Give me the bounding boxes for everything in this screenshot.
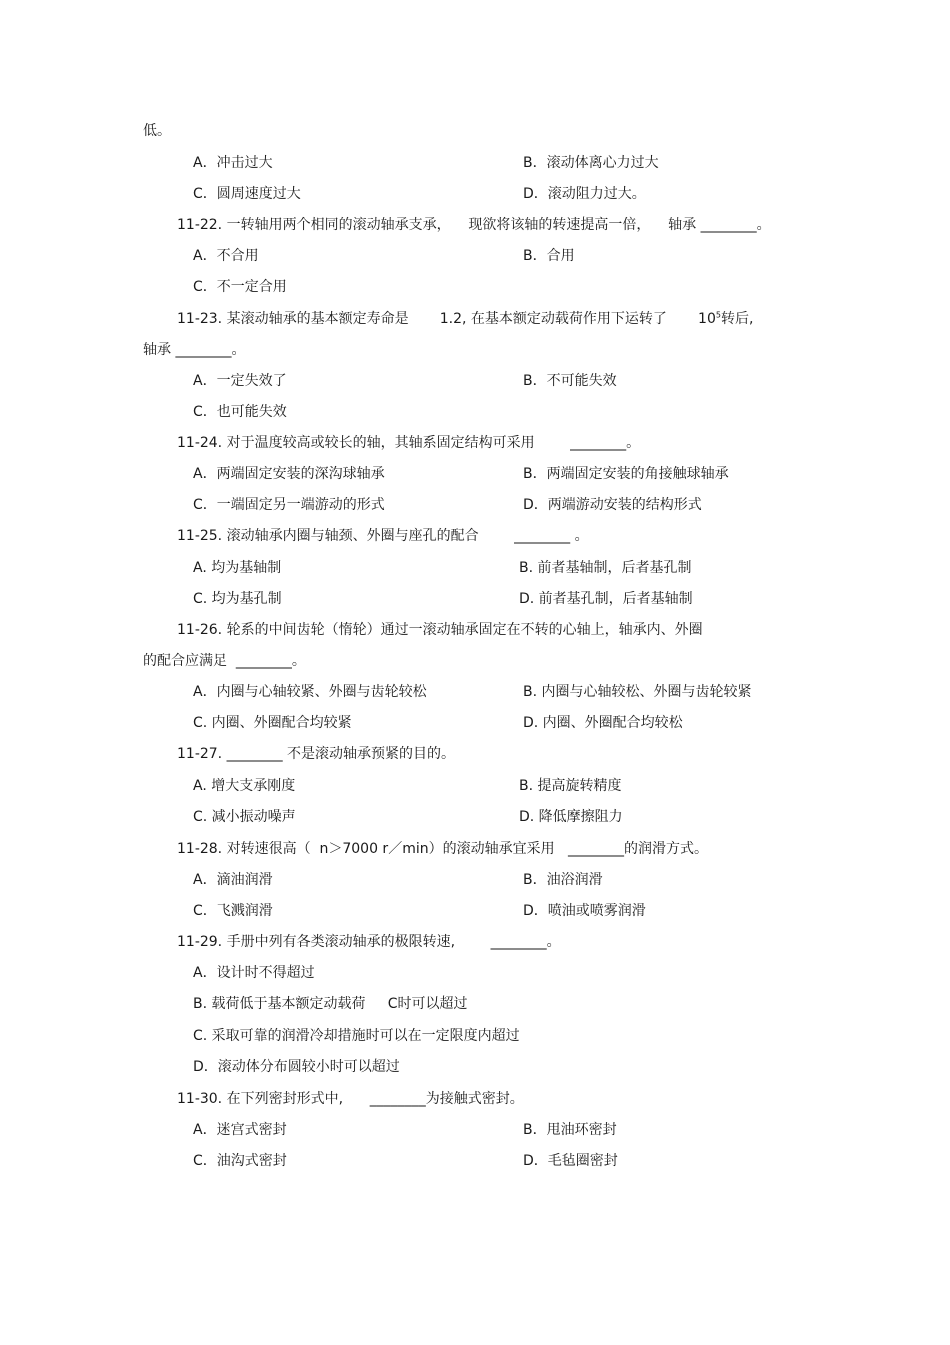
option-c: C．不一定合用 [193,279,287,295]
option-a: A．迷宫式密封 [193,1122,287,1138]
question-11-23 [177,310,753,328]
question-11-26: 11-26. 轮系的中间齿轮（惰轮）通过一滚动轴承固定在不转的心轴上，轴承内、外圈 [177,622,703,638]
option-a: A．内圈与心轴较紧、外圈与齿轮较松 [193,684,427,700]
option-a: A．一定失效了 [193,373,287,389]
option-b: B．不可能失效 [523,373,617,389]
option-c: C. 采取可靠的润滑冷却措施时可以在一定限度内超过 [193,1028,520,1044]
option-b: B. 内圈与心轴较松、外圈与齿轮较紧 [523,684,752,700]
option-a: A．两端固定安装的深沟球轴承 [193,466,385,482]
option-b: B. 前者基轴制，后者基孔制 [519,560,692,576]
option-d: D．滚动体分布圆较小时可以超过 [193,1059,400,1075]
option-d: D．两端游动安装的结构形式 [523,497,702,513]
option-c: C．也可能失效 [193,404,287,420]
option-d: D．毛毡圈密封 [523,1153,618,1169]
option-d: D. 前者基孔制，后者基轴制 [519,591,693,607]
question-11-23-cont: 轴承 ________。 [143,342,246,358]
option-d: D. 降低摩擦阻力 [519,809,623,825]
option-b: B. 提高旋转精度 [519,778,622,794]
question-11-29: 11-29. 手册中列有各类滚动轴承的极限转速, ________。 [177,934,561,950]
option-c: C. 均为基孔制 [193,591,282,607]
option-a: A．滴油润滑 [193,872,273,888]
option-d: D．滚动阻力过大。 [523,186,646,202]
option-a: A．设计时不得超过 [193,965,315,981]
option-c: C．飞溅润滑 [193,903,273,919]
option-b: B．合用 [523,248,575,264]
option-b: B．滚动体离心力过大 [523,155,659,171]
option-b: B．两端固定安装的角接触球轴承 [523,466,729,482]
question-11-25: 11-25. 滚动轴承内圈与轴颈、外圈与座孔的配合 ________ 。 [177,528,589,544]
option-c: C. 减小振动噪声 [193,809,296,825]
question-11-30: 11-30. 在下列密封形式中, ________为接触式密封。 [177,1091,524,1107]
option-c: C．一端固定另一端游动的形式 [193,497,385,513]
option-a: A．不合用 [193,248,259,264]
option-b: B. 载荷低于基本额定动载荷 C时可以超过 [193,996,468,1012]
question-11-28: 11-28. 对转速很高（ n＞7000 r／min）的滚动轴承宜采用 ________的润滑方式。 [177,841,708,857]
option-a: A. 均为基轴制 [193,560,282,576]
continued-line: 低。 [143,123,171,139]
option-d: D. 内圈、外圈配合均较松 [523,715,683,731]
option-a: A. 增大支承刚度 [193,778,296,794]
question-11-24: 11-24. 对于温度较高或较长的轴，其轴系固定结构可采用 ________。 [177,435,641,451]
option-b: B．油浴润滑 [523,872,603,888]
option-c: C. 内圈、外圈配合均较紧 [193,715,352,731]
option-a: A．冲击过大 [193,155,273,171]
superscript: 5 [715,310,721,320]
option-c: C．油沟式密封 [193,1153,287,1169]
question-11-22: 11-22. 一转轴用两个相同的滚动轴承支承， 现欲将该轴的转速提高一倍， 轴承 ________。 [177,217,771,233]
question-11-27: 11-27. ________ 不是滚动轴承预紧的目的。 [177,746,456,762]
option-c: C．圆周速度过大 [193,186,301,202]
option-b: B．甩油环密封 [523,1122,617,1138]
option-d: D．喷油或喷雾润滑 [523,903,646,919]
question-stem: 11-23. 某滚动轴承的基本额定寿命是 1.2, 在基本额定动载荷作用下运转了 10 [177,311,716,327]
question-11-26-cont: 的配合应满足 ________。 [143,653,306,669]
question-stem-end: 转后, [720,311,754,327]
